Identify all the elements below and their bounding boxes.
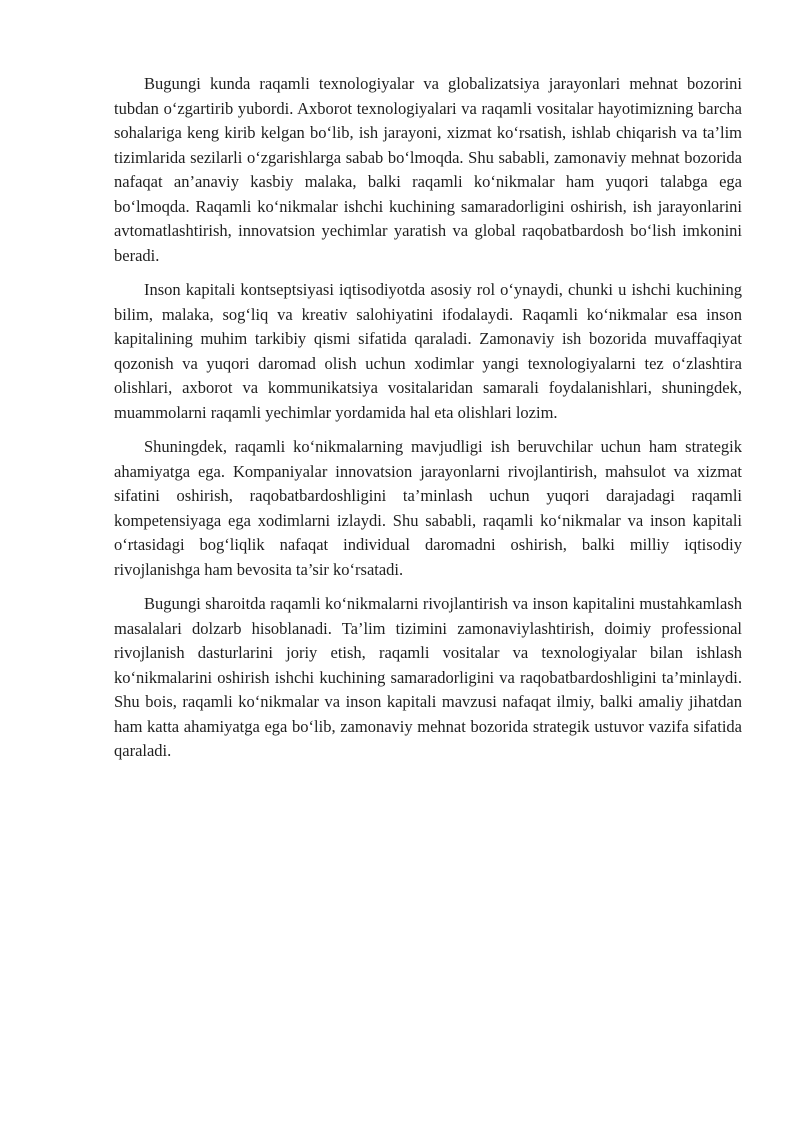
paragraph-4: Bugungi sharoitda raqamli ko‘nikmalarni rivojlantirish va inson kapitalini mustahkamlash masalalari dolzarb hisoblanadi. Ta’lim tizimini zamonaviylashtirish, doimiy professional rivojlanish dasturlarini joriy etish, raqamli vositalar va texnologiyalar bilan ishlash ko‘nikmalarini oshirish ishchi kuchining samaradorligini va raqobatbardoshligini ta’minlaydi. Shu bois, raqamli ko‘nikmalar va inson kapitali mavzusi nafaqat ilmiy, balki amaliy jihatdan ham katta ahamiyatga ega bo‘lib, zamonaviy mehnat bozorida strategik ustuvor vazifa sifatida qaraladi. (114, 594, 742, 760)
paragraph-2: Inson kapitali kontseptsiyasi iqtisodiyotda asosiy rol o‘ynaydi, chunki u ishchi kuchining bilim, malaka, sog‘liq va kreativ salohiyatini ifodalaydi. Raqamli ko‘nikmalar esa inson kapitalining muhim tarkibiy qismi sifatida qaraladi. Zamonaviy ish bozorida muvaffaqiyat qozonish va yuqori daromad olish uchun xodimlar yangi texnologiyalarni tez o‘zlashtira olishlari, axborot va kommunikatsiya vositalaridan samarali foydalanishlari, shuningdek, muammolarni raqamli yechimlar yordamida hal eta olishlari lozim. (114, 280, 742, 422)
paragraph-3: Shuningdek, raqamli ko‘nikmalarning mavjudligi ish beruvchilar uchun ham strategik ahamiyatga ega. Kompaniyalar innovatsion jarayonlarni rivojlantirish, mahsulot va xizmat sifatini oshirish, raqobatbardoshligini ta’minlash uchun yuqori darajadagi raqamli kompetensiyaga ega xodimlarni izlaydi. Shu sababli, raqamli ko‘nikmalar va inson kapitali o‘rtasidagi bog‘liqlik nafaqat individual daromadni oshirish, balki milliy iqtisodiy rivojlanishga ham bevosita ta’sir ko‘rsatadi. (114, 437, 742, 579)
document-body (114, 72, 742, 774)
paragraph-1: Bugungi kunda raqamli texnologiyalar va globalizatsiya jarayonlari mehnat bozorini tubdan o‘zgartirib yubordi. Axborot texnologiyalari va raqamli vositalar hayotimizning barcha sohalariga keng kirib kelgan bo‘lib, ish jarayoni, xizmat ko‘rsatish, ishlab chiqarish va ta’lim tizimlarida sezilarli o‘zgarishlarga sabab bo‘lmoqda. Shu sababli, zamonaviy mehnat bozorida nafaqat an’anaviy kasbiy malaka, balki raqamli ko‘nikmalar ham yuqori talabga ega bo‘lmoqda. Raqamli ko‘nikmalar ishchi kuchining samaradorligini oshirish, ish jarayonlarini avtomatlashtirish, innovatsion yechimlar yaratish va global raqobatbardosh bo‘lish imkonini beradi. (114, 74, 742, 265)
